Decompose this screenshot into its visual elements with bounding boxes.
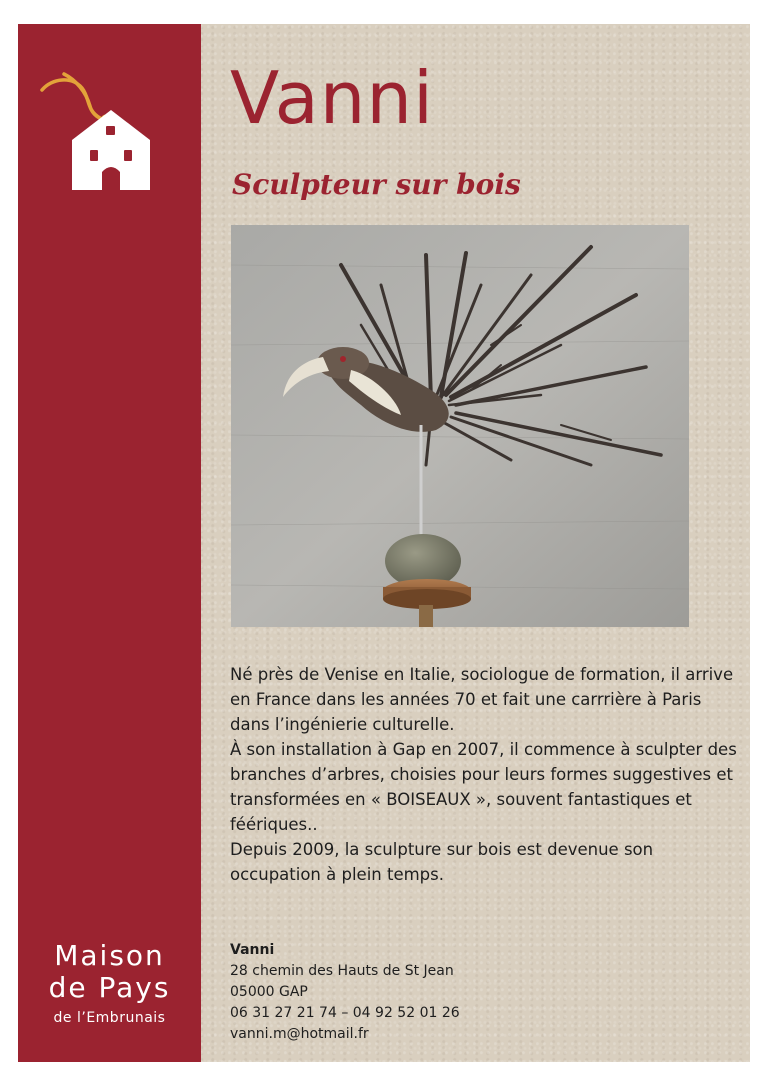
biography-text xyxy=(230,662,740,887)
contact-phone: 06 31 27 21 74 – 04 92 52 01 26 xyxy=(230,1005,460,1021)
contact-address: 28 chemin des Hauts de St Jean xyxy=(230,963,454,979)
bio-paragraph: Depuis 2009, la sculpture sur bois est devenue son occupation à plein temps. xyxy=(230,840,654,884)
contact-city: 05000 GAP xyxy=(230,984,308,1000)
bio-paragraph: À son installation à Gap en 2007, il commence à sculpter des branches d’arbres, choisies pour leurs formes suggestives et transformées en « BOISEAUX », souvent fantastiques et féériques.. xyxy=(230,740,737,834)
bio-paragraph: Né près de Venise en Italie, sociologue de formation, il arrive en France dans les années 70 et fait une carrrière à Paris dans l’ingénierie culturelle. xyxy=(230,665,734,734)
org-name-line2: de Pays xyxy=(48,971,171,1004)
bird-sculpture-image xyxy=(231,225,689,627)
org-name-line3: de l’Embrunais xyxy=(53,1010,166,1026)
contact-block xyxy=(230,940,610,1045)
house-tag-icon xyxy=(28,66,194,196)
contact-name: Vanni xyxy=(230,942,275,958)
page-title: Vanni xyxy=(230,56,435,140)
page-subtitle: Sculpteur sur bois xyxy=(232,168,521,201)
contact-email[interactable]: vanni.m@hotmail.fr xyxy=(230,1026,369,1042)
org-name-line1: Maison xyxy=(54,939,165,972)
organization-name xyxy=(18,940,201,1026)
